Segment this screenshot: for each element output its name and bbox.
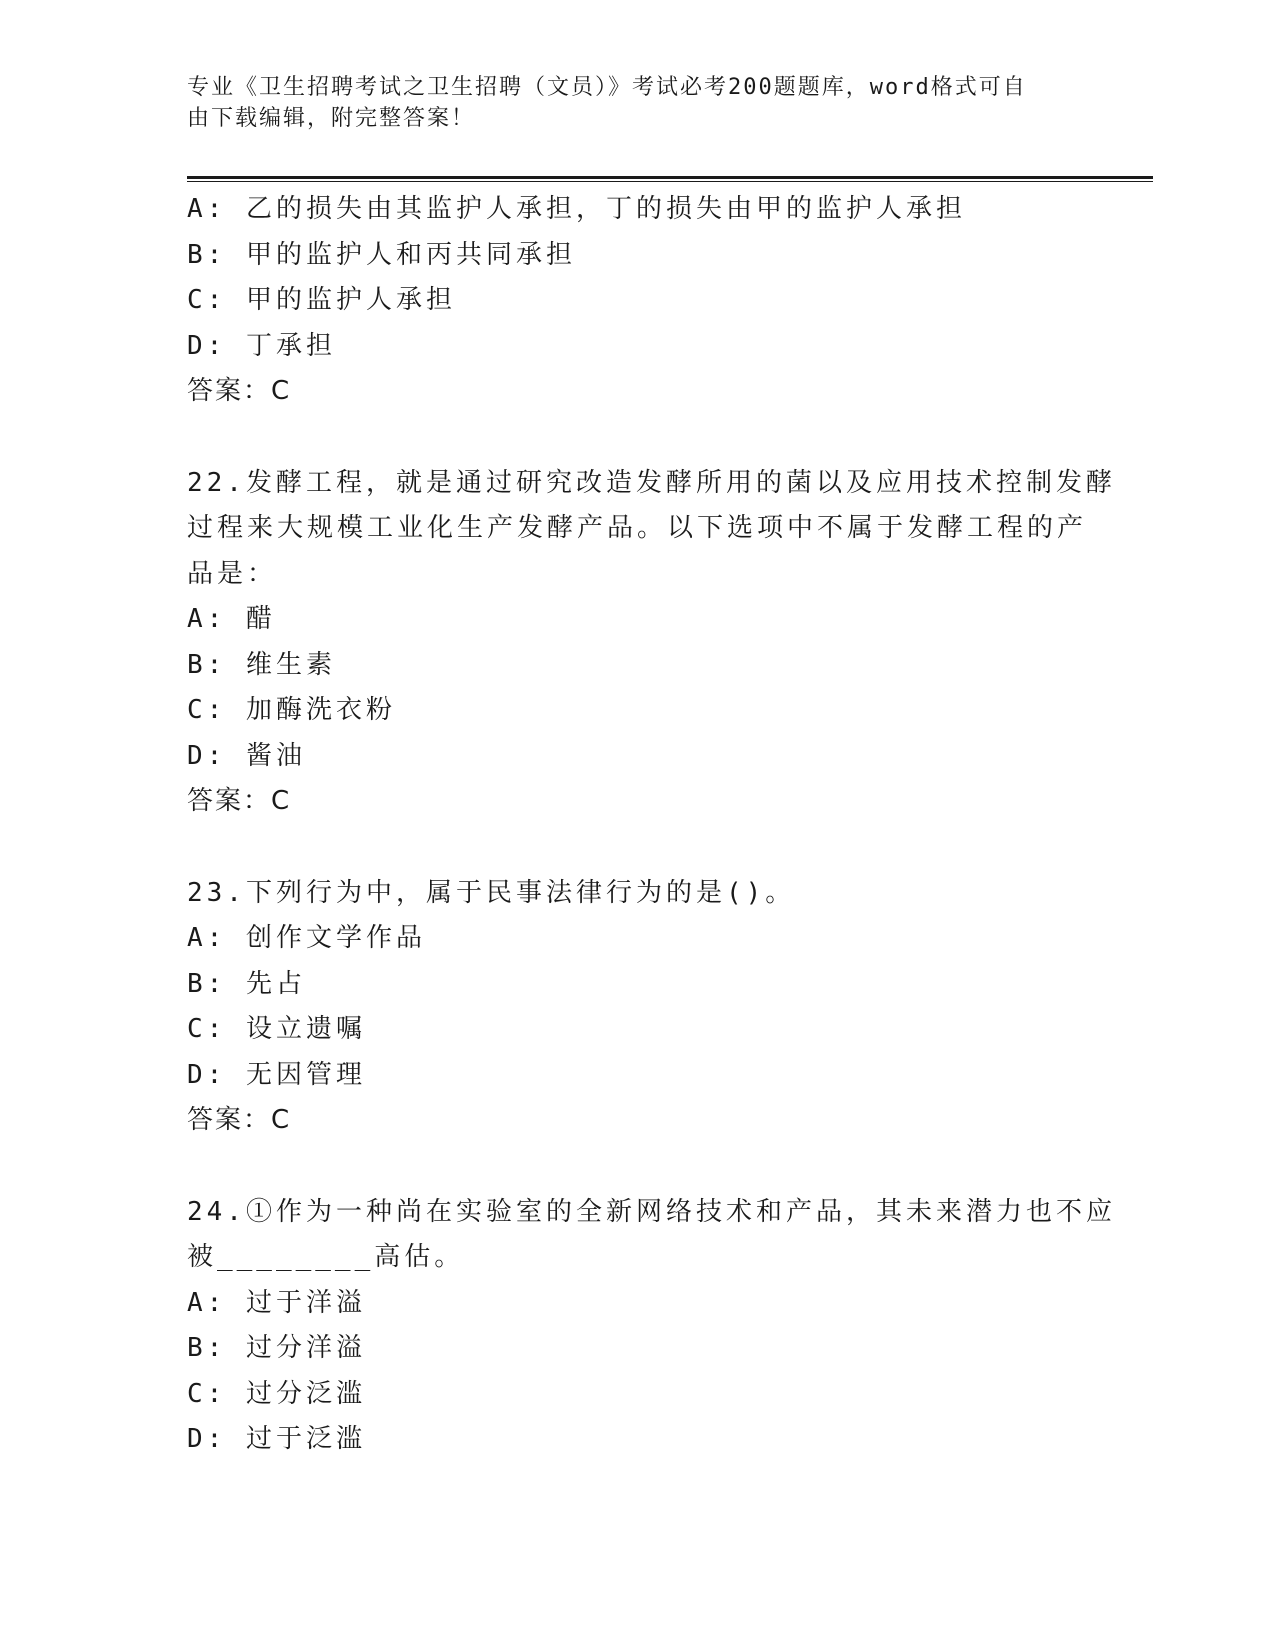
option-c: C: 设立遗嘱 — [187, 1014, 366, 1044]
option-a: A: 创作文学作品 — [187, 923, 426, 953]
document-header — [187, 72, 1067, 134]
header-line-2: 由下载编辑，附完整答案！ — [187, 106, 476, 131]
answer-line: 答案：C — [187, 376, 292, 406]
option-a: A: 过于洋溢 — [187, 1287, 366, 1318]
option-d: D: 过于泛滥 — [187, 1424, 366, 1454]
question-21 — [187, 187, 1087, 415]
question-spacer — [187, 825, 1087, 871]
question-22 — [187, 461, 1116, 825]
option-b: B: 过分洋溢 — [187, 1333, 366, 1363]
question-stem-line: 过程来大规模工业化生产发酵产品。以下选项中不属于发酵工程的产 — [187, 513, 1088, 543]
question-stem-line: 23.下列行为中，属于民事法律行为的是()。 — [187, 877, 796, 908]
header-line-1: 专业《卫生招聘考试之卫生招聘（文员）》考试必考200题题库，word格式可自 — [187, 75, 1027, 100]
option-c: C: 加酶洗衣粉 — [187, 695, 396, 725]
question-24 — [187, 1190, 1116, 1463]
question-spacer — [187, 1144, 1087, 1190]
option-b: B: 先占 — [187, 968, 306, 999]
option-d: D: 酱油 — [187, 740, 306, 771]
question-stem-line: 被________高估。 — [187, 1242, 465, 1272]
answer-line: 答案：C — [187, 786, 292, 816]
option-b: B: 甲的监护人和丙共同承担 — [187, 239, 576, 270]
option-b: B: 维生素 — [187, 649, 336, 680]
header-rule-thin — [187, 181, 1153, 182]
header-rule-thick — [187, 176, 1153, 179]
option-a: A: 醋 — [187, 604, 276, 634]
question-stem-line: 品是： — [187, 558, 278, 589]
question-23 — [187, 871, 1087, 1144]
option-d: D: 丁承担 — [187, 330, 336, 361]
question-stem-line: 22.发酵工程，就是通过研究改造发酵所用的菌以及应用技术控制发酵 — [187, 467, 1116, 498]
question-stem-line: 24.①作为一种尚在实验室的全新网络技术和产品，其未来潜力也不应 — [187, 1196, 1116, 1227]
question-list — [187, 187, 1116, 1463]
answer-line: 答案：C — [187, 1105, 292, 1135]
option-c: C: 甲的监护人承担 — [187, 285, 456, 315]
question-spacer — [187, 415, 1087, 461]
option-d: D: 无因管理 — [187, 1059, 366, 1090]
option-a: A: 乙的损失由其监护人承担，丁的损失由甲的监护人承担 — [187, 194, 966, 224]
option-c: C: 过分泛滥 — [187, 1378, 366, 1409]
